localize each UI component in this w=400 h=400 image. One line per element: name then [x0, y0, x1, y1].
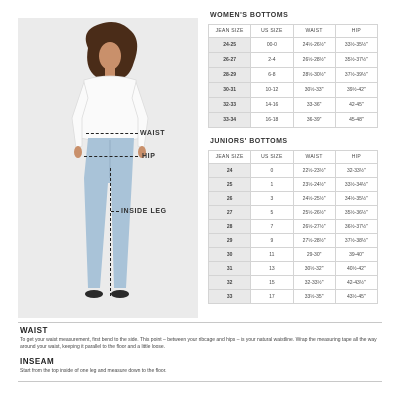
table-row — [209, 53, 378, 68]
table-cell: 42-43½" — [335, 276, 377, 290]
jean-size-cell: 28-29 — [209, 68, 251, 83]
table-cell: 37½-38½" — [335, 234, 377, 248]
table-cell: 6-8 — [251, 68, 293, 83]
jean-size-cell: 26-27 — [209, 53, 251, 68]
table-cell: 39½-42" — [335, 83, 377, 98]
table-cell: 15 — [251, 276, 293, 290]
jean-size-cell: 32-33 — [209, 98, 251, 113]
table-row — [209, 220, 378, 234]
column-header: US SIZE — [251, 151, 293, 164]
table-row — [209, 113, 378, 128]
table-cell: 26½-27½" — [293, 220, 335, 234]
inseam-guide-line — [110, 168, 111, 296]
table-cell: 3 — [251, 192, 293, 206]
table-cell: 16-18 — [251, 113, 293, 128]
table-cell: 17 — [251, 290, 293, 304]
jean-size-cell: 29 — [209, 234, 251, 248]
table-cell: 35½-36½" — [335, 206, 377, 220]
womens-table-title: WOMEN'S BOTTOMS — [210, 12, 289, 19]
divider-top — [18, 322, 382, 323]
waist-section-title: WAIST — [20, 326, 48, 335]
table-row — [209, 290, 378, 304]
waist-label: WAIST — [140, 130, 166, 137]
table-row — [209, 164, 378, 178]
table-row — [209, 206, 378, 220]
table-cell: 33½-35½" — [335, 38, 377, 53]
table-cell: 22½-23½" — [293, 164, 335, 178]
table-cell: 33½-34½" — [335, 178, 377, 192]
column-header: HIP — [335, 151, 377, 164]
jean-size-cell: 30-31 — [209, 83, 251, 98]
table-cell: 11 — [251, 248, 293, 262]
table-row — [209, 38, 378, 53]
table-cell: 37½-39½" — [335, 68, 377, 83]
table-cell: 24½-25½" — [293, 192, 335, 206]
table-cell: 14-16 — [251, 98, 293, 113]
table-cell: 33½-35" — [293, 290, 335, 304]
inseam-section-text: Start from the top inside of one leg and measure down to the floor. — [20, 368, 167, 374]
jean-size-cell: 30 — [209, 248, 251, 262]
table-cell: 29-30" — [293, 248, 335, 262]
inseam-label: INSIDE LEG — [121, 208, 167, 215]
table-cell: 23½-24½" — [293, 178, 335, 192]
table-cell: 42-45" — [335, 98, 377, 113]
table-cell: 36-39" — [293, 113, 335, 128]
table-cell: 39-40" — [335, 248, 377, 262]
table-cell: 10-12 — [251, 83, 293, 98]
table-row — [209, 178, 378, 192]
jean-size-cell: 33-34 — [209, 113, 251, 128]
model-photo — [18, 18, 198, 318]
table-cell: 43½-45" — [335, 290, 377, 304]
jean-size-cell: 27 — [209, 206, 251, 220]
size-tables — [208, 12, 380, 314]
jean-size-cell: 32 — [209, 276, 251, 290]
table-cell: 24½-26½" — [293, 38, 335, 53]
jean-size-cell: 24 — [209, 164, 251, 178]
table-row — [209, 234, 378, 248]
column-header: JEAN SIZE — [209, 25, 251, 38]
hip-guide-line — [84, 156, 138, 157]
table-cell: 35½-37½" — [335, 53, 377, 68]
juniors-table-title: JUNIORS' BOTTOMS — [210, 138, 288, 145]
table-row — [209, 248, 378, 262]
waist-guide-line — [86, 133, 138, 134]
table-row — [209, 192, 378, 206]
model-illustration — [18, 18, 198, 318]
jean-size-cell: 31 — [209, 262, 251, 276]
table-row — [209, 98, 378, 113]
column-header: US SIZE — [251, 25, 293, 38]
table-cell: 00-0 — [251, 38, 293, 53]
table-cell: 32-33½" — [335, 164, 377, 178]
table-cell: 2-4 — [251, 53, 293, 68]
table-cell: 32-33½" — [293, 276, 335, 290]
table-cell: 7 — [251, 220, 293, 234]
column-header: HIP — [335, 25, 377, 38]
table-cell: 30½-33" — [293, 83, 335, 98]
inseam-section-title: INSEAM — [20, 357, 55, 366]
jean-size-cell: 26 — [209, 192, 251, 206]
juniors-size-table — [208, 150, 378, 304]
table-cell: 9 — [251, 234, 293, 248]
waist-section-text: To get your waist measurement, first bend to the side. This point – between your ribcage and hips – is your natural waistline. Wrap the measuring tape all the way around your waist, keeping it parallel to the floor and a little loose. — [20, 337, 377, 350]
column-header: JEAN SIZE — [209, 151, 251, 164]
table-cell: 28½-30½" — [293, 68, 335, 83]
table-cell: 33-36" — [293, 98, 335, 113]
table-row — [209, 83, 378, 98]
table-cell: 0 — [251, 164, 293, 178]
jean-size-cell: 24-25 — [209, 38, 251, 53]
table-row — [209, 262, 378, 276]
jean-size-cell: 25 — [209, 178, 251, 192]
column-header: WAIST — [293, 151, 335, 164]
table-row — [209, 68, 378, 83]
column-header: WAIST — [293, 25, 335, 38]
table-row — [209, 276, 378, 290]
table-cell: 40½-42" — [335, 262, 377, 276]
table-cell: 5 — [251, 206, 293, 220]
inseam-pointer-line — [111, 211, 119, 212]
table-cell: 1 — [251, 178, 293, 192]
table-cell: 26½-28½" — [293, 53, 335, 68]
womens-size-table — [208, 24, 378, 128]
table-cell: 13 — [251, 262, 293, 276]
hip-label: HIP — [142, 153, 156, 160]
table-cell: 27½-28½" — [293, 234, 335, 248]
divider-bottom — [18, 381, 382, 382]
table-cell: 30½-32" — [293, 262, 335, 276]
table-cell: 34½-35½" — [335, 192, 377, 206]
table-cell: 36½-37½" — [335, 220, 377, 234]
table-cell: 25½-26½" — [293, 206, 335, 220]
table-cell: 45-48" — [335, 113, 377, 128]
jean-size-cell: 28 — [209, 220, 251, 234]
jean-size-cell: 33 — [209, 290, 251, 304]
